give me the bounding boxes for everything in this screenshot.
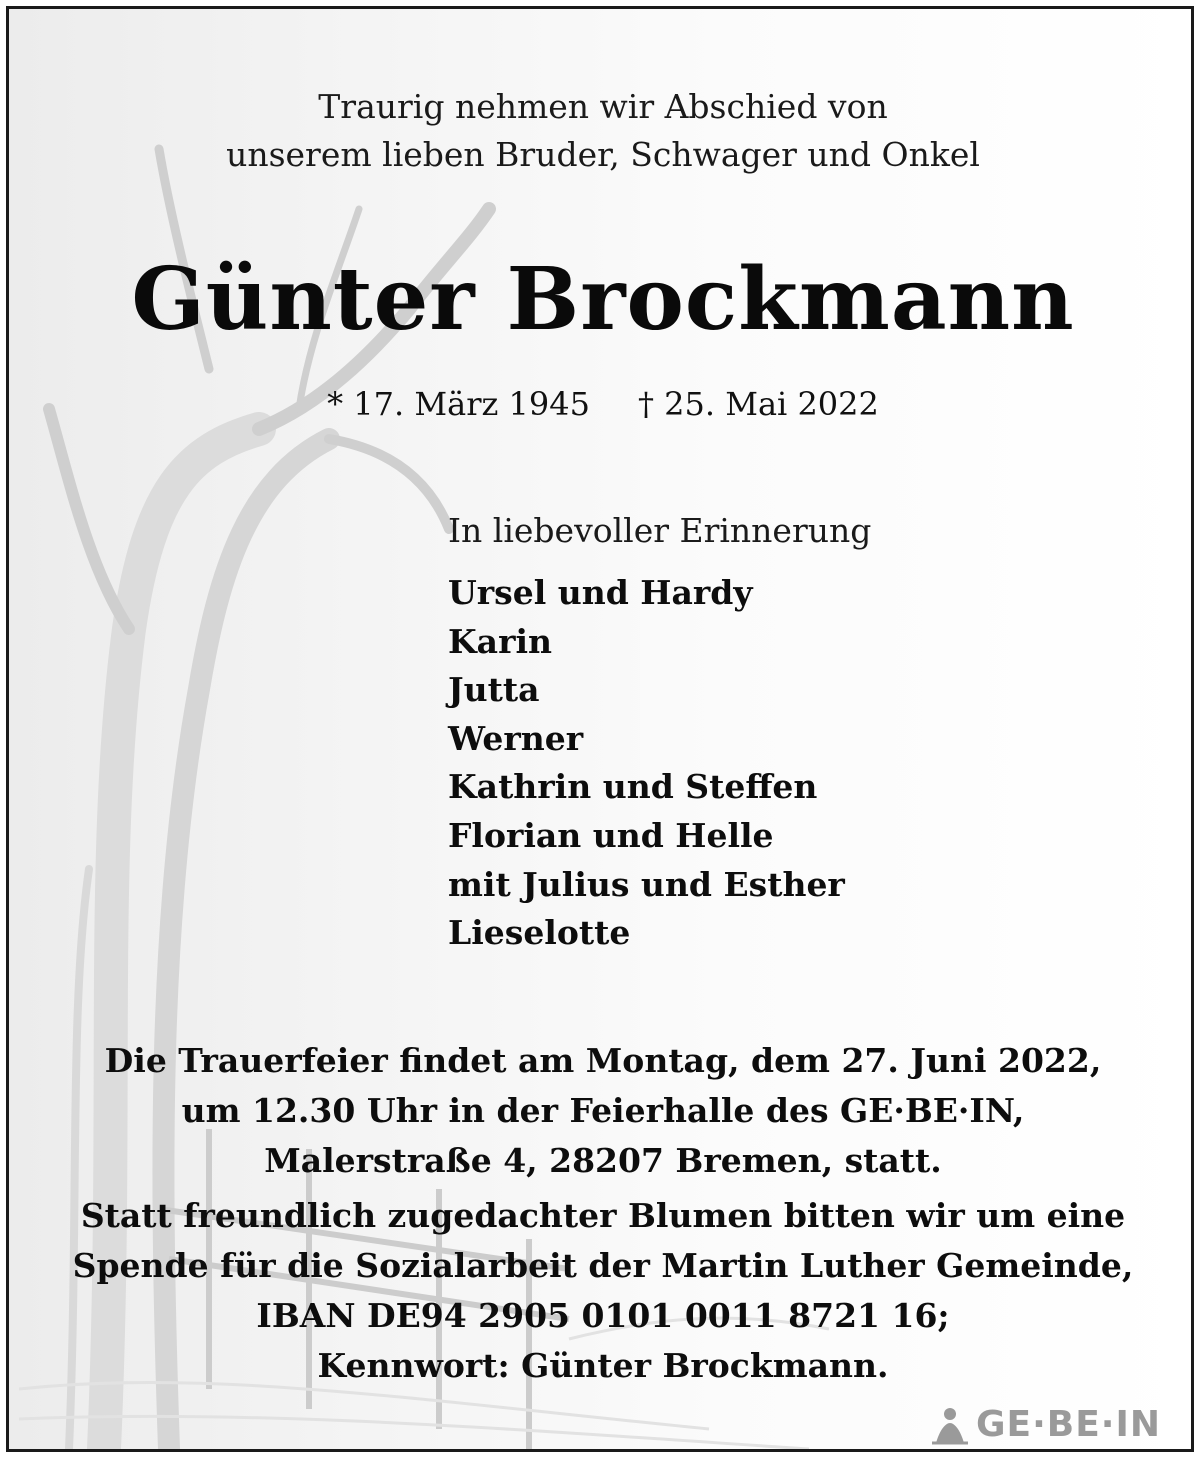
notice-frame (6, 6, 1194, 1452)
donation-request (9, 1191, 1194, 1391)
intro-line-2: unserem lieben Bruder, Schwager und Onkel (226, 135, 980, 174)
mourners-list (448, 569, 845, 958)
donation-line: IBAN DE94 2905 0101 0011 8721 16; (256, 1296, 950, 1335)
funeral-service-info (9, 1036, 1194, 1186)
donation-line: Statt freundlich zugedachter Blumen bitten wir um eine (80, 1196, 1126, 1235)
mourner-name: Karin (448, 621, 552, 661)
service-line: um 12.30 Uhr in der Feierhalle des GE·BE·IN, (181, 1091, 1025, 1130)
donation-line: Kennwort: Günter Brockmann. (317, 1346, 889, 1385)
intro-line-1: Traurig nehmen wir Abschied von (318, 87, 888, 126)
mourner-name: mit Julius und Esther (448, 864, 845, 904)
logo-text: GE·BE·IN (975, 1404, 1161, 1445)
notice-content (9, 9, 1194, 1452)
death-date: † 25. Mai 2022 (637, 385, 879, 423)
gebein-logo-icon (930, 1405, 970, 1445)
donation-line: Spende für die Sozialarbeit der Martin Luther Gemeinde, (72, 1246, 1134, 1285)
mourner-name: Jutta (448, 670, 540, 710)
gebein-logo (930, 1404, 1161, 1445)
life-dates (9, 385, 1194, 423)
memory-heading: In liebevoller Erinnerung (448, 511, 872, 550)
intro-text (9, 83, 1194, 179)
mourner-name: Kathrin und Steffen (448, 767, 818, 807)
birth-date: * 17. März 1945 (327, 385, 590, 423)
mourner-name: Lieselotte (448, 913, 631, 953)
service-line: Malerstraße 4, 28207 Bremen, statt. (264, 1141, 942, 1180)
service-line: Die Trauerfeier findet am Montag, dem 27. Juni 2022, (104, 1041, 1102, 1080)
mourner-name: Ursel und Hardy (448, 573, 753, 612)
deceased-name: Günter Brockmann (131, 249, 1075, 350)
mourner-name: Florian und Helle (448, 815, 774, 855)
mourner-name: Werner (448, 718, 584, 758)
